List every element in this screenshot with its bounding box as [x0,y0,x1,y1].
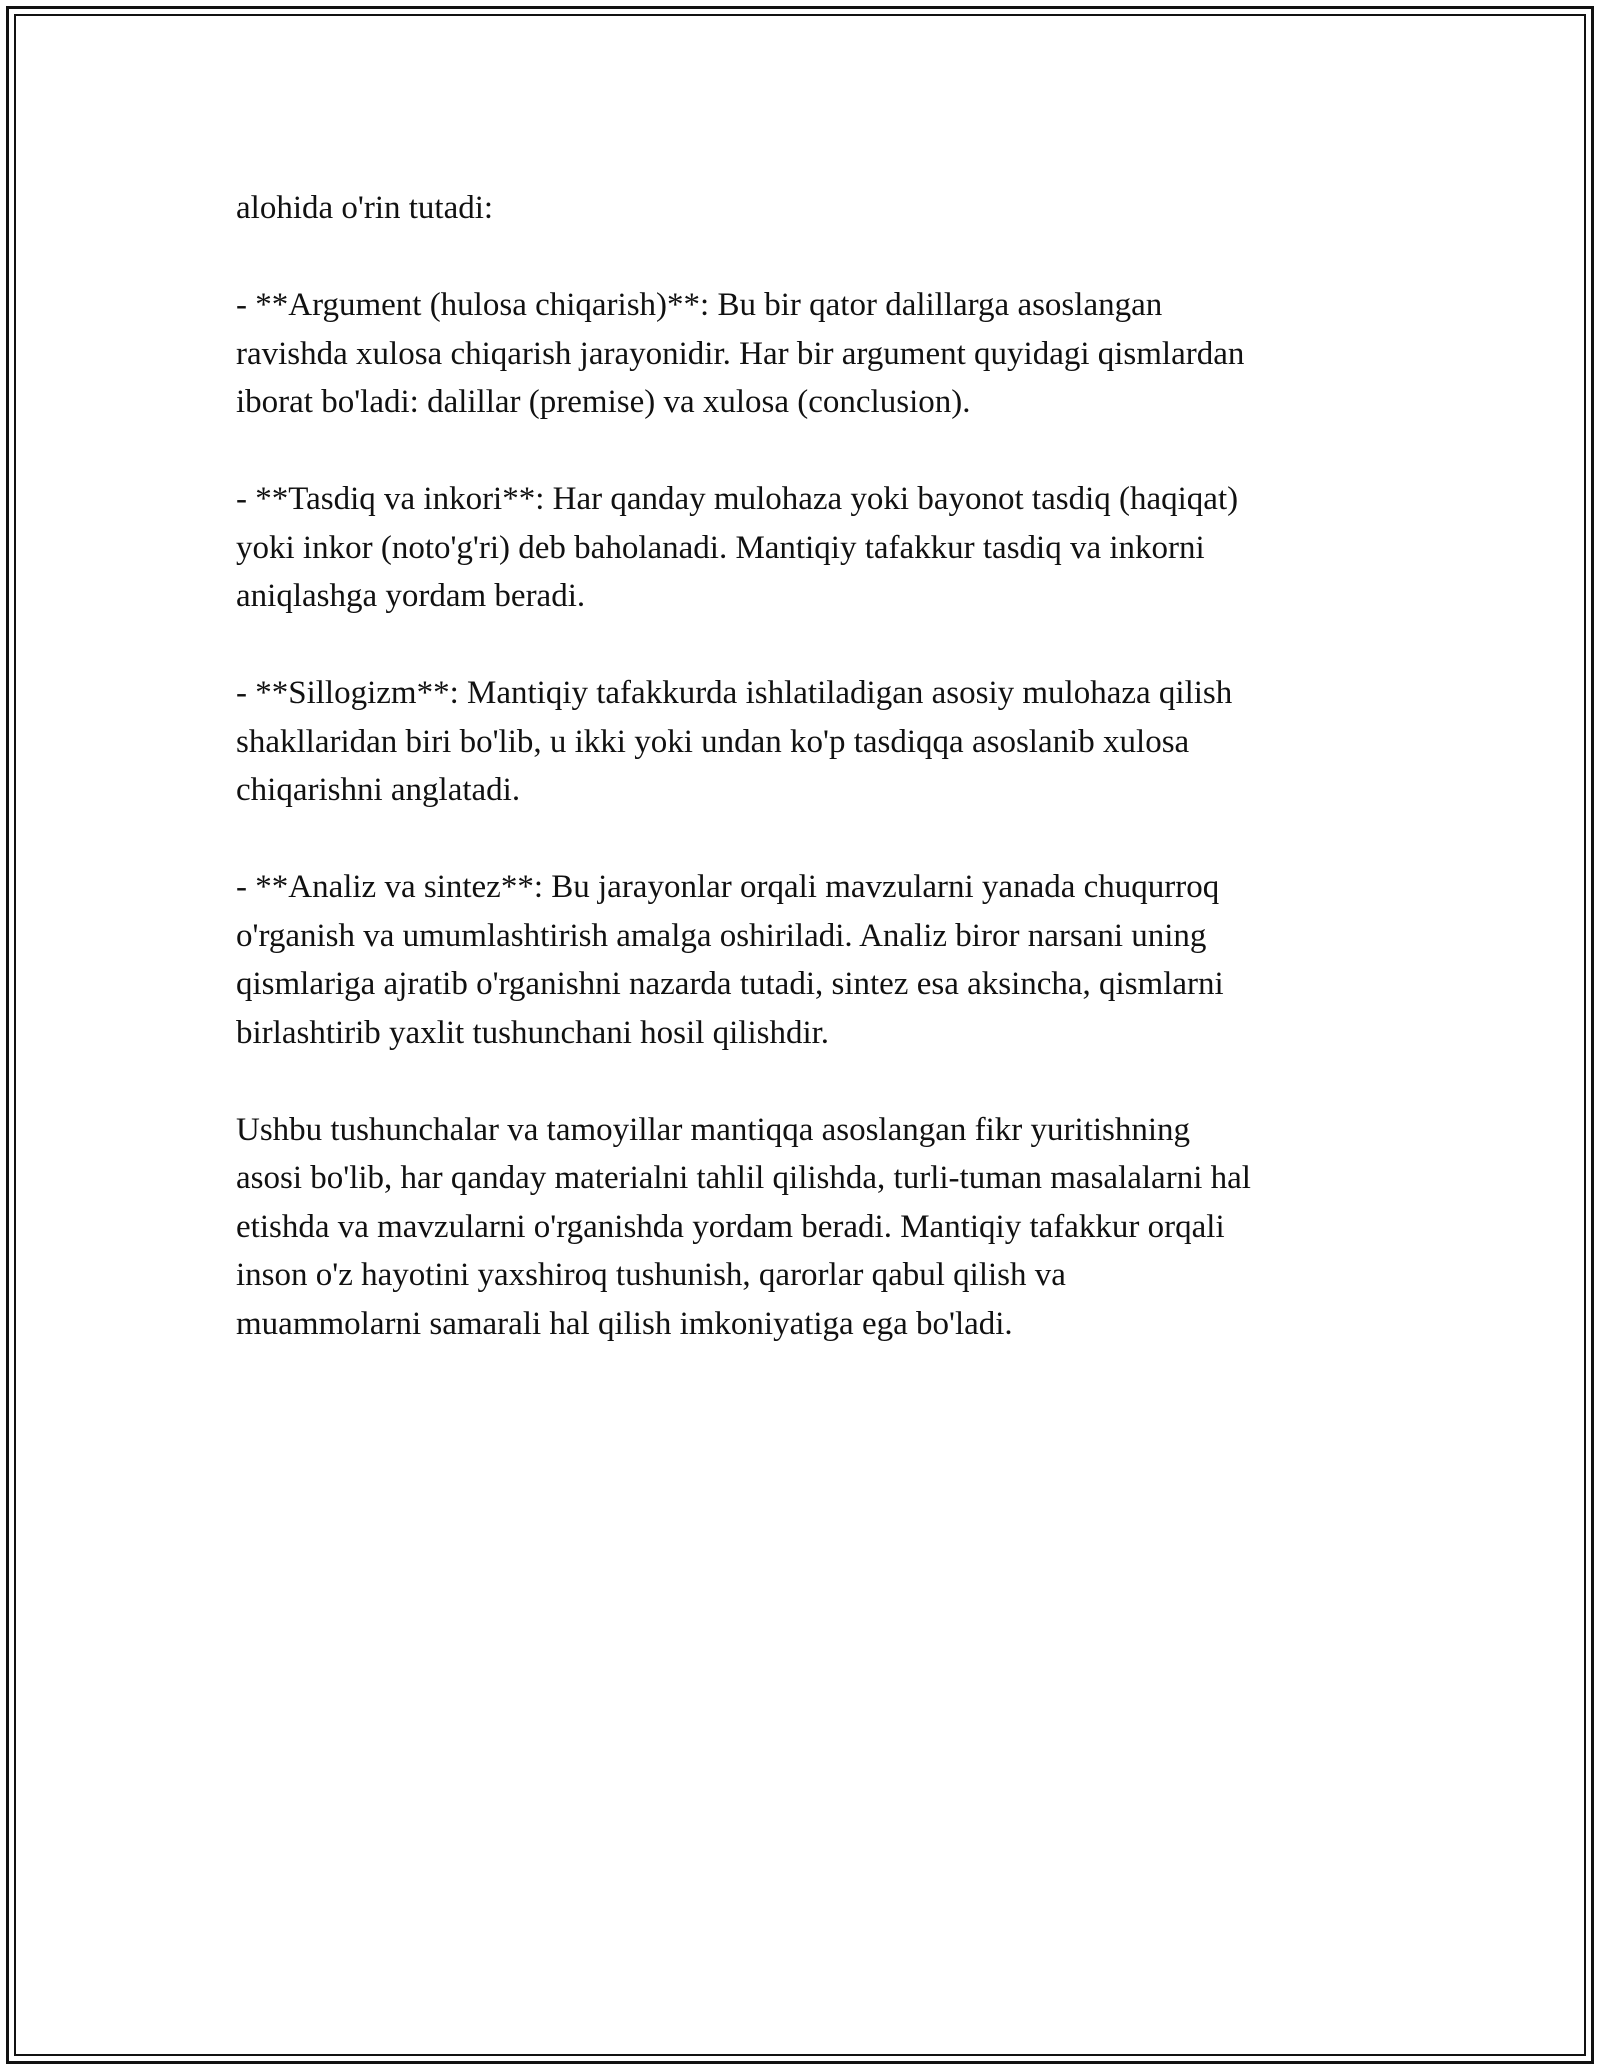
text-line: shakllaridan biri bo'lib, u ikki yoki undan ko'p tasdiqqa asoslanib xulosa [236,723,1190,760]
document-body [236,184,1376,1397]
text-line: o'rganish va umumlashtirish amalga oshiriladi. Analiz biror narsani uning [236,917,1207,954]
text-line: alohida o'rin tutadi: [236,190,494,226]
text-line: qismlariga ajratib o'rganishni nazarda tutadi, sintez esa aksincha, qismlarni [236,966,1224,1002]
text-line: asosi bo'lib, har qanday materialni tahlil qilishda, turli-tuman masalalarni hal [236,1160,1251,1196]
text-line: iborat bo'ladi: dalillar (premise) va xulosa (conclusion). [236,384,971,420]
text-line: aniqlashga yordam beradi. [236,578,586,614]
text-line: birlashtirib yaxlit tushunchani hosil qilishdir. [236,1014,830,1051]
text-line: muammolarni samarali hal qilish imkoniyatiga ega bo'ladi. [236,1305,1013,1342]
paragraph-intro [236,184,1376,233]
text-line: etishda va mavzularni o'rganishda yordam beradi. Mantiqiy tafakkur orqali [236,1208,1225,1245]
paragraph-argument [236,281,1376,427]
text-line: - **Analiz va sintez**: Bu jarayonlar orqali mavzularni yanada chuqurroq [236,869,1220,905]
paragraph-conclusion [236,1106,1376,1349]
text-line: yoki inkor (noto'g'ri) deb baholanadi. Mantiqiy tafakkur tasdiq va inkorni [236,529,1205,566]
text-line: inson o'z hayotini yaxshiroq tushunish, qarorlar qabul qilish va [236,1257,1066,1293]
text-line: - **Tasdiq va inkori**: Har qanday mulohaza yoki bayonot tasdiq (haqiqat) [236,481,1239,517]
paragraph-analiz [236,863,1376,1057]
text-line: Ushbu tushunchalar va tamoyillar mantiqqa asoslangan fikr yuritishning [236,1111,1191,1148]
text-line: chiqarishni anglatadi. [236,772,521,808]
text-line: ravishda xulosa chiqarish jarayonidir. Har bir argument quyidagi qismlardan [236,335,1245,372]
paragraph-tasdiq [236,475,1376,621]
text-line: - **Argument (hulosa chiqarish)**: Bu bir qator dalillarga asoslangan [236,287,1163,323]
text-line: - **Sillogizm**: Mantiqiy tafakkurda ishlatiladigan asosiy mulohaza qilish [236,675,1233,711]
paragraph-sillogizm [236,669,1376,815]
